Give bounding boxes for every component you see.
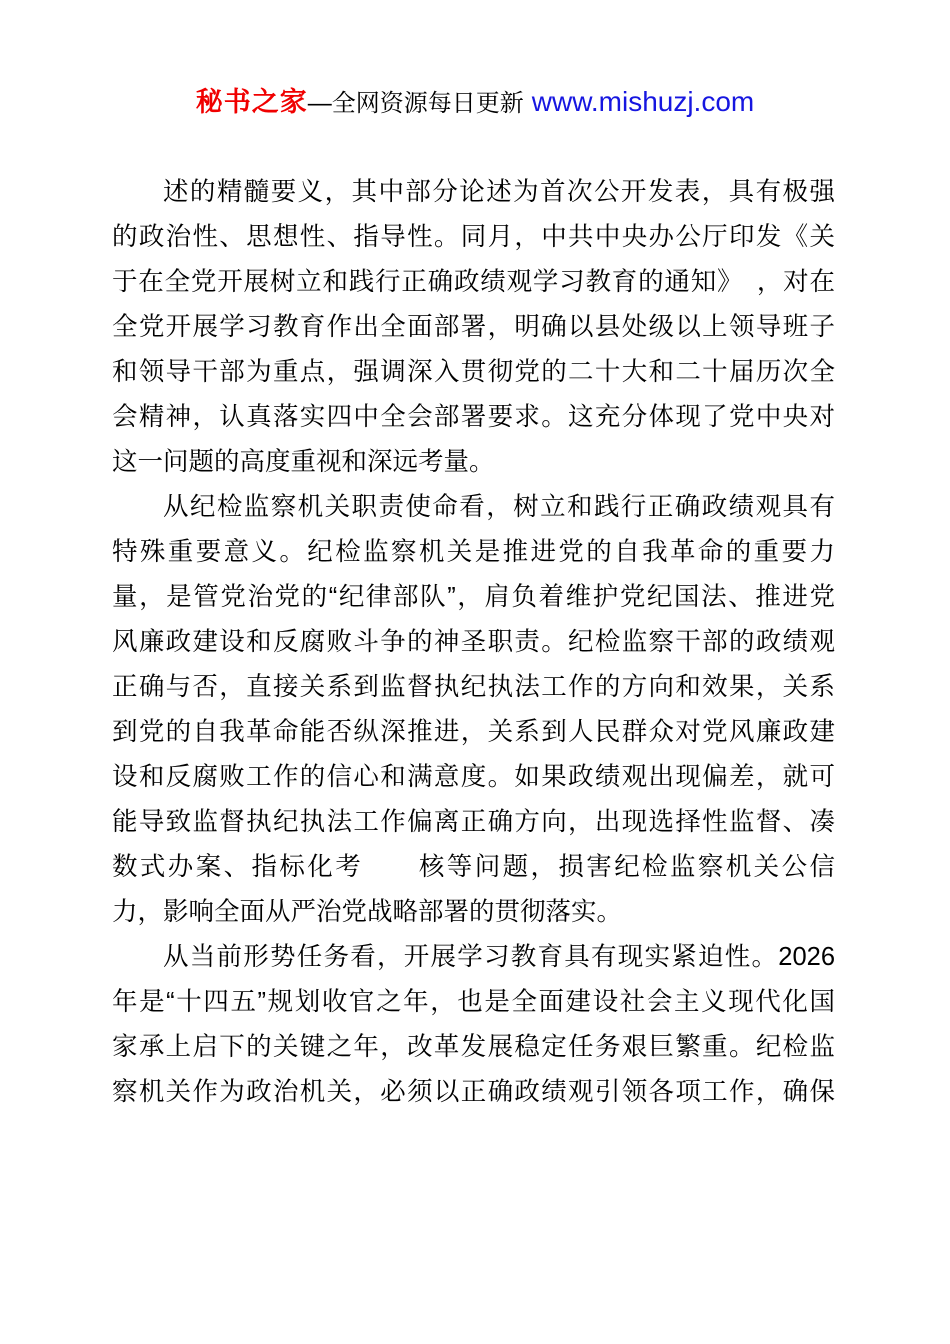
text-line: 数式办案、指标化考 核等问题，损害纪检监察机关公信 [112,853,835,881]
text-line: 会精神，认真落实四中全会部署要求。这充分体现了党中央对 [112,403,835,431]
site-header [0,84,950,125]
text-line: 年是“十四五”规划收官之年，也是全面建设社会主义现代化国 [112,988,835,1016]
text-line: 能导致监督执纪执法工作偏离正确方向，出现选择性监督、凑 [112,808,835,836]
text-line: 正确与否，直接关系到监督执纪执法工作的方向和效果，关系 [112,673,835,701]
text-line: 力，影响全面从严治党战略部署的贯彻落实。 [112,898,623,926]
text-line: 察机关作为政治机关，必须以正确政绩观引领各项工作，确保 [112,1078,835,1106]
site-name: 秘书之家 [195,87,308,117]
text-line: 和领导干部为重点，强调深入贯彻党的二十大和二十届历次全 [112,358,835,386]
text-line: 述的精髓要义，其中部分论述为首次公开发表，具有极强 [163,178,835,206]
text-line: 的政治性、思想性、指导性。同月，中共中央办公厅印发《关 [112,223,835,251]
text-line: 从纪检监察机关职责使命看，树立和践行正确政绩观具有 [163,493,835,521]
text-line: 这一问题的高度重视和深远考量。 [112,448,495,476]
text-line: 到党的自我革命能否纵深推进，关系到人民群众对党风廉政建 [112,718,835,746]
text-line: 设和反腐败工作的信心和满意度。如果政绩观出现偏差，就可 [112,763,835,791]
text-line: 家承上启下的关键之年，改革发展稳定任务艰巨繁重。纪检监 [112,1033,835,1061]
text-line: 从当前形势任务看，开展学习教育具有现实紧迫性。2026 [163,943,835,971]
text-line: 于在全党开展树立和践行正确政绩观学习教育的通知》 ，对在 [112,268,835,296]
site-tagline: —全网资源每日更新 [307,90,524,117]
site-url-link[interactable]: www.mishuzj.com [531,86,755,117]
text-line: 量，是管党治党的“纪律部队”，肩负着维护党纪国法、推进党 [112,583,835,611]
document-body [112,170,835,1115]
text-line: 风廉政建设和反腐败斗争的神圣职责。纪检监察干部的政绩观 [112,628,835,656]
paragraph [112,170,835,485]
paragraph [112,485,835,935]
text-line: 特殊重要意义。纪检监察机关是推进党的自我革命的重要力 [112,538,835,566]
paragraph [112,935,835,1115]
text-line: 全党开展学习教育作出全面部署，明确以县处级以上领导班子 [112,313,835,341]
